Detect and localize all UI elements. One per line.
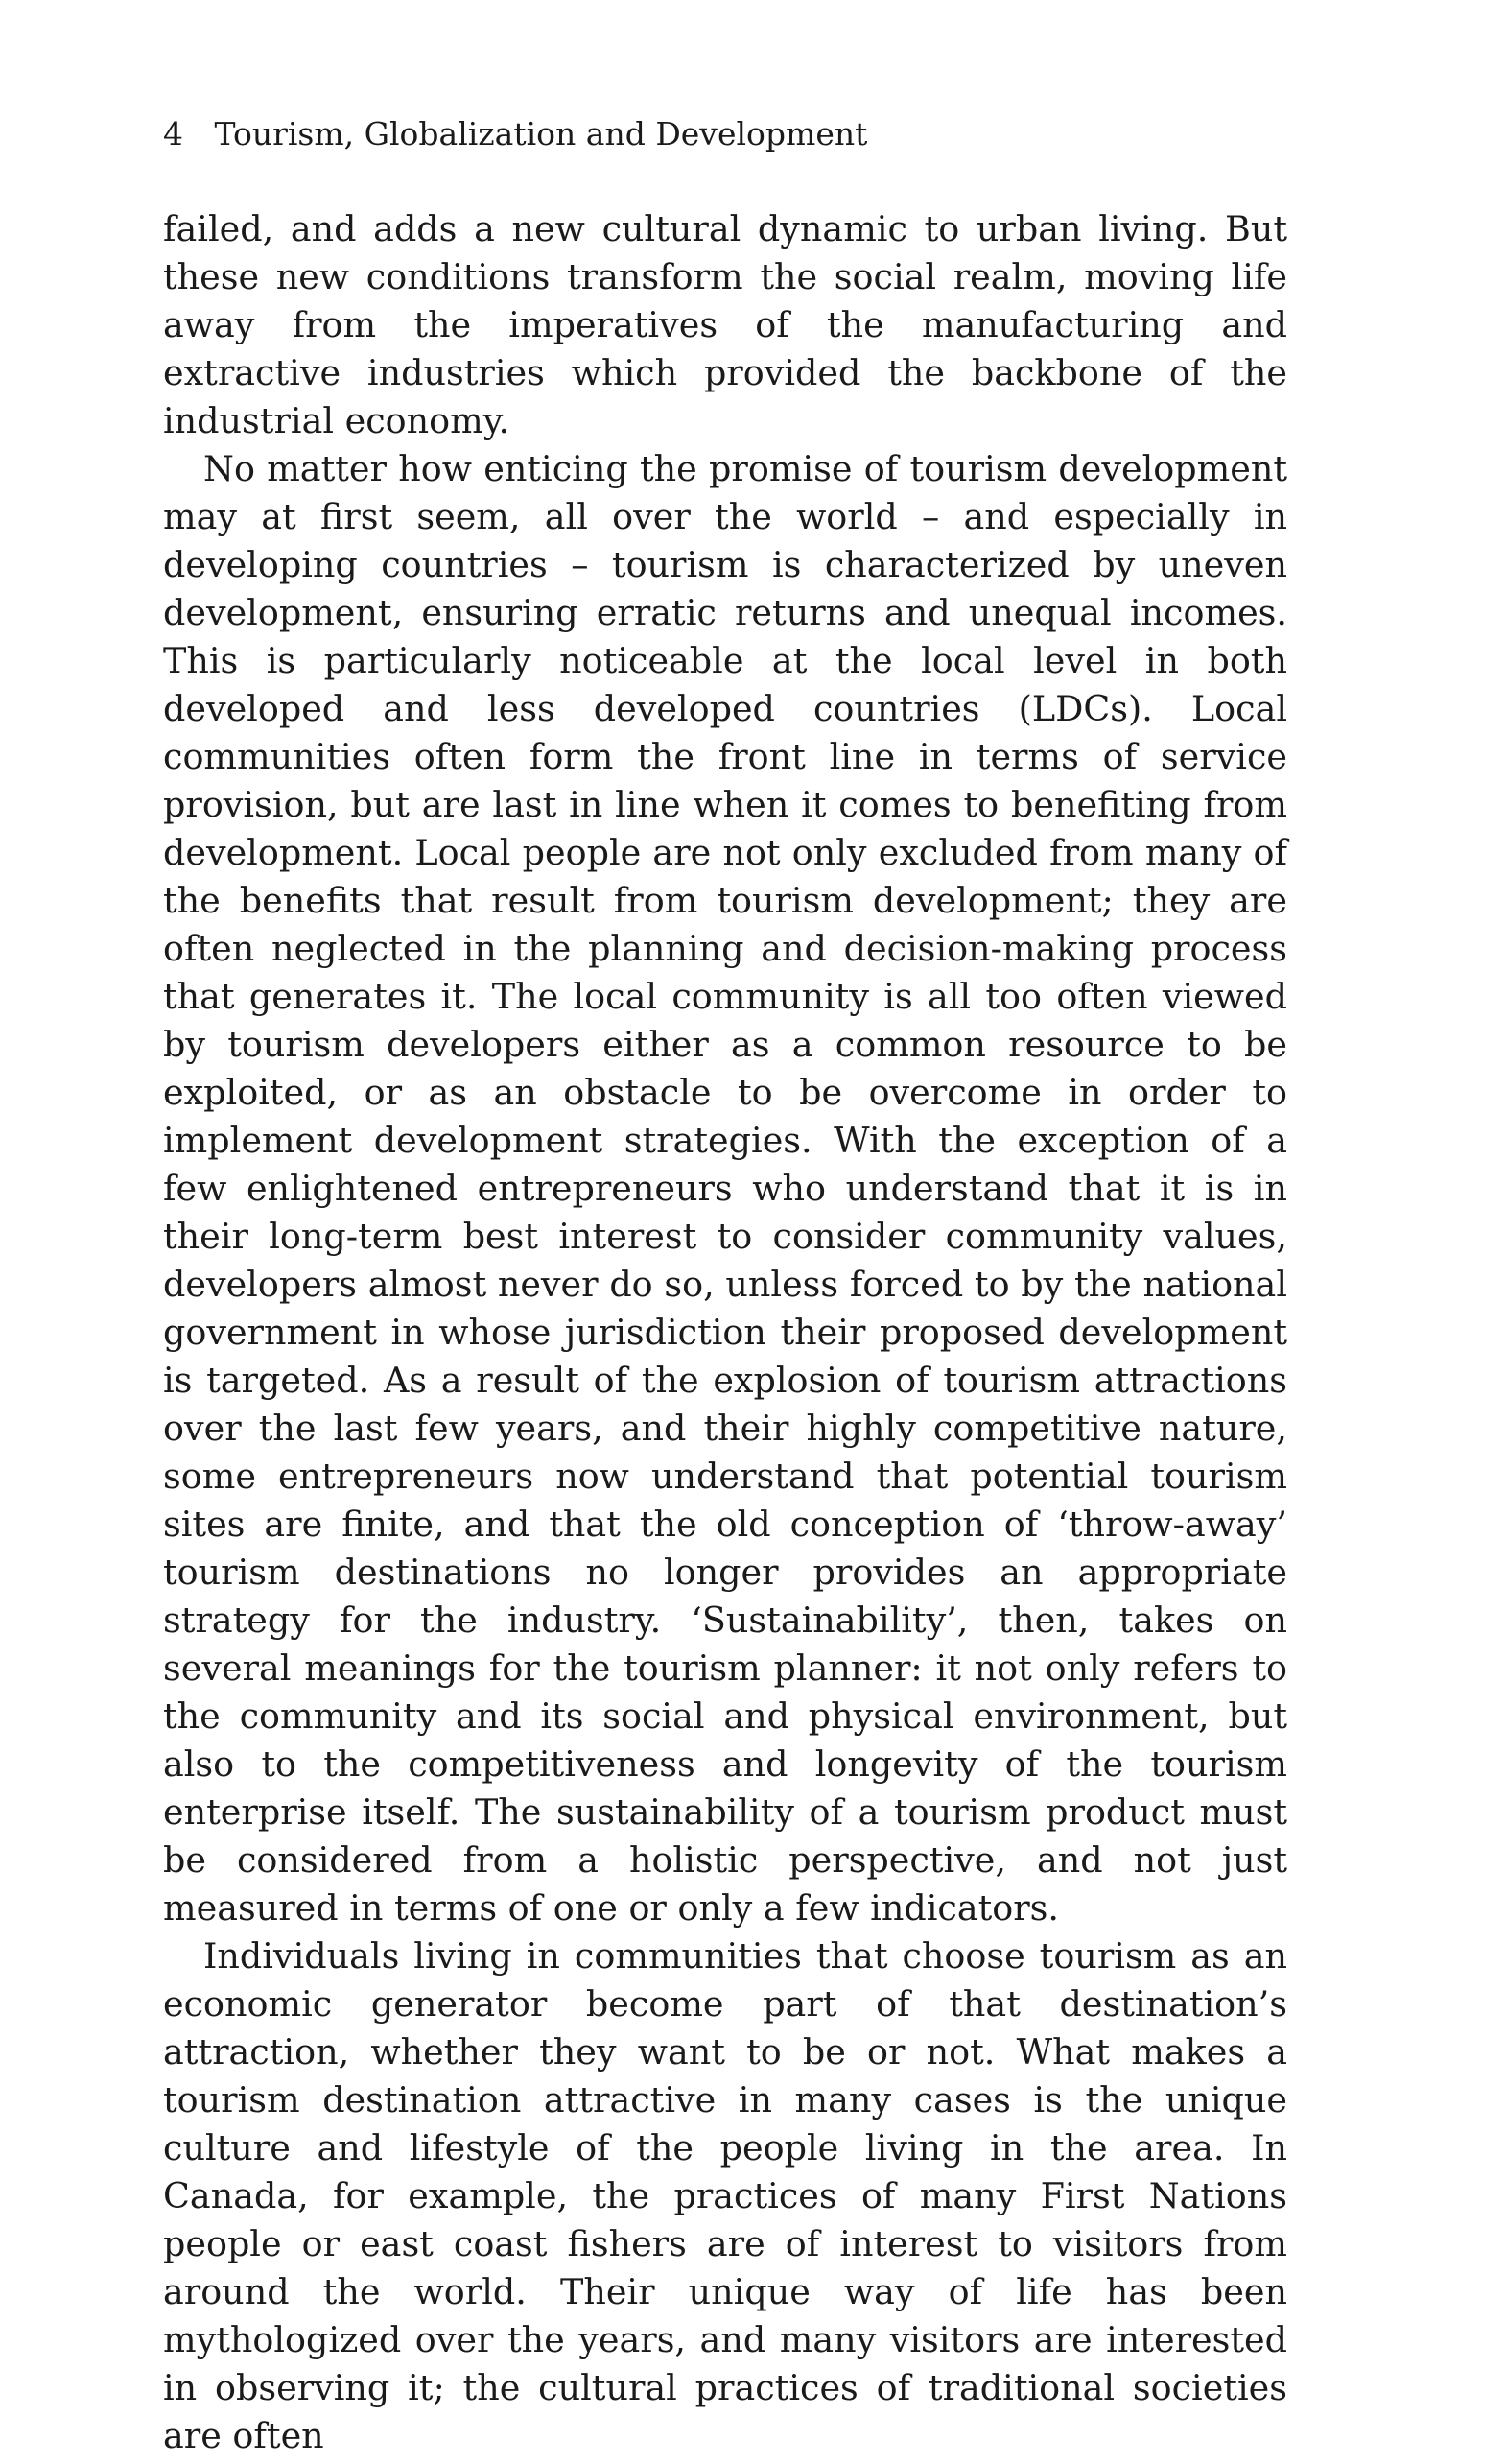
- paragraph-continued: failed, and adds a new cultural dynamic to urban living. But these new conditions transform the social realm, moving life away from the imperatives of the manufacturing and extractive industries which provided the backbone of the industrial economy.: [163, 208, 1287, 441]
- paragraph-tourism-development: No matter how enticing the promise of tourism development may at first seem, all over the world – and especially in developing countries – tourism is characterized by uneven development, ensuring erratic returns and unequal incomes. This is particularly noticeable at the local level in both developed and less developed countries (LDCs). Local communities often form the front line in terms of service provision, but are last in line when it comes to benefiting from development. Local people are not only excluded from many of the benefits that result from tourism development; they are often neglected in the planning and decision-making process that generates it. The local community is all too often viewed by tourism developers either as a common resource to be exploited, or as an obstacle to be overcome in order to implement development strategies. With the exception of a few enlightened entrepreneurs who understand that it is in their long-term best interest to consider community values, developers almost never do so, unless forced to by the national government in whose jurisdiction their proposed development is targeted. As a result of the explosion of tourism attractions over the last few years, and their highly competitive nature, some entrepreneurs now understand that potential tourism sites are finite, and that the old conception of ‘throw-away’ tourism destinations no longer provides an appropriate strategy for the industry. ‘Sustainability’, then, takes on several meanings for the tourism planner: it not only refers to the community and its social and physical environment, but also to the competitiveness and longevity of the tourism enterprise itself. The sustainability of a tourism product must be considered from a holistic perspective, and not just measured in terms of one or only a few indicators.: [163, 448, 1287, 1929]
- body-text: [163, 205, 1287, 2460]
- running-head: [163, 113, 867, 155]
- paragraph-communities: Individuals living in communities that choose tourism as an economic generator become part of that destination’s attraction, whether they want to be or not. What makes a tourism destination attractive in many cases is the unique culture and lifestyle of the people living in the area. In Canada, for example, the practices of many First Nations people or east coast fishers are of interest to visitors from around the world. Their unique way of life has been mythologized over the years, and many visitors are interested in observing it; the cultural practices of traditional societies are often: [163, 1935, 1287, 2456]
- running-title: Tourism, Globalization and Development: [214, 115, 868, 153]
- page-number: 4: [163, 115, 183, 153]
